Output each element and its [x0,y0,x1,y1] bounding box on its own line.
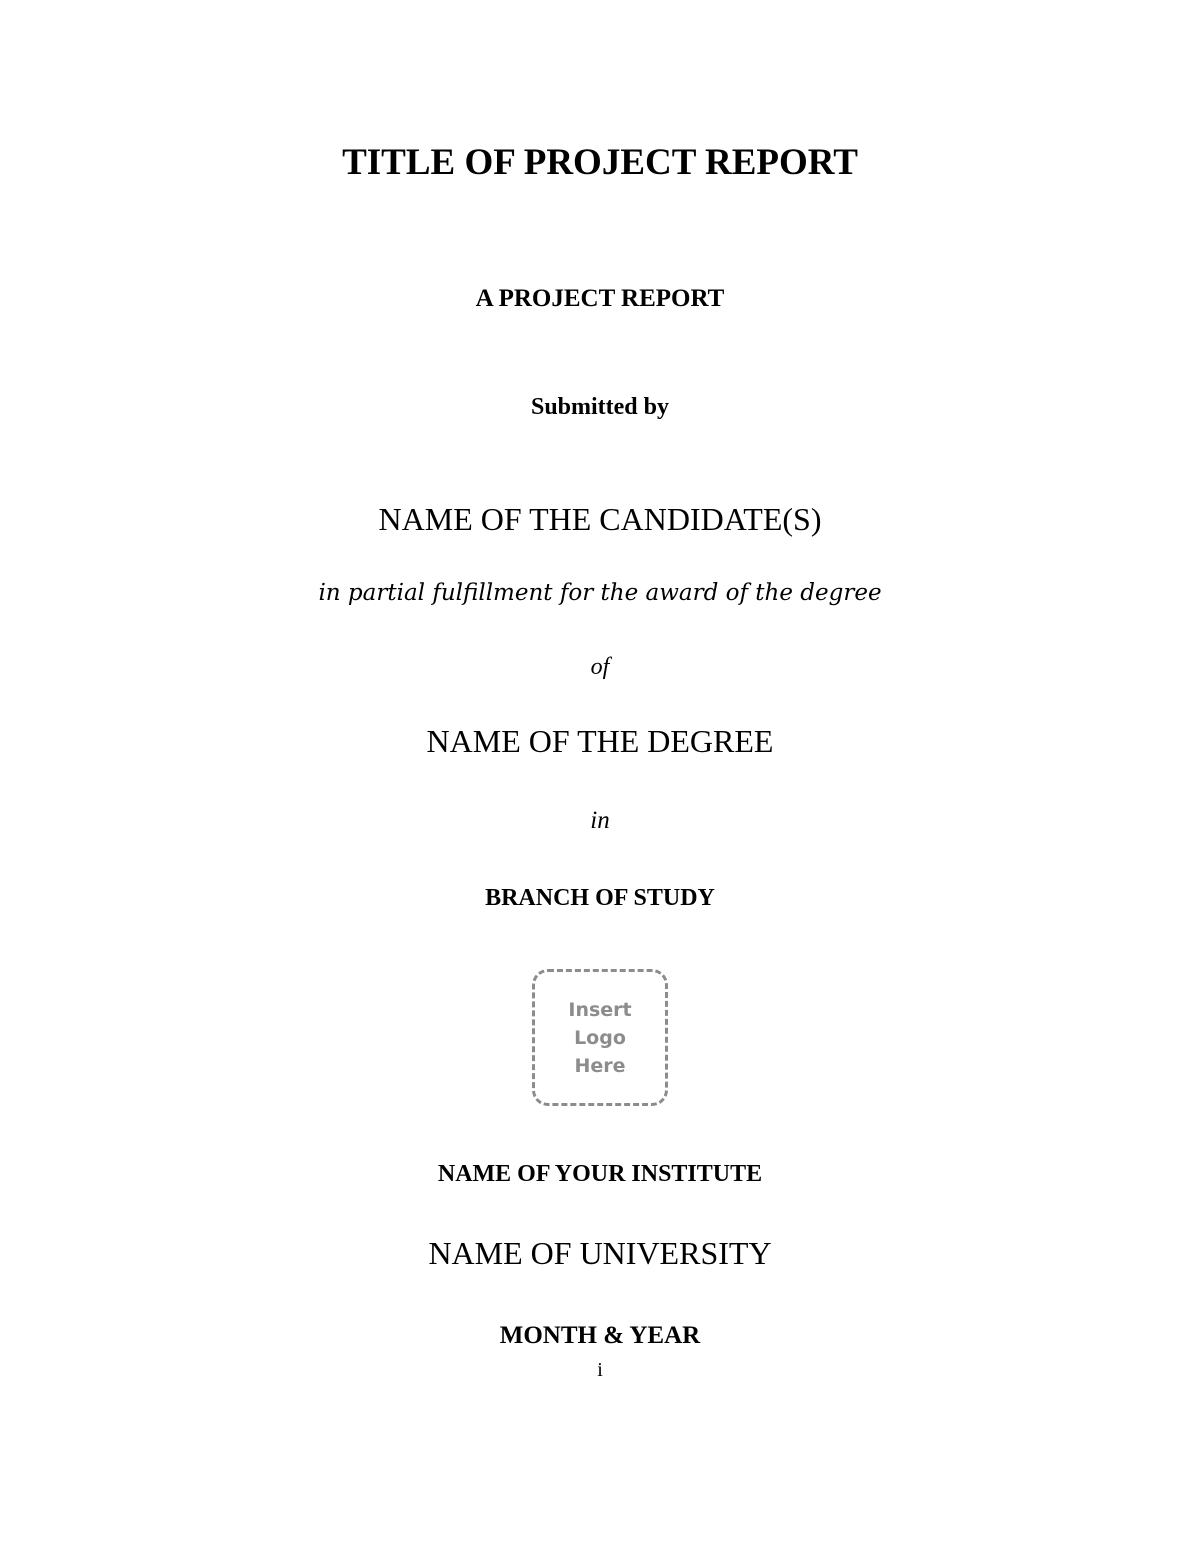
branch-of-study: BRANCH OF STUDY [485,885,715,911]
logo-placeholder [532,969,668,1106]
report-title: TITLE OF PROJECT REPORT [342,142,858,183]
logo-placeholder-line-1: Insert [568,998,632,1021]
university-name: NAME OF UNIVERSITY [428,1235,772,1271]
report-type: A PROJECT REPORT [475,285,725,312]
candidate-name: NAME OF THE CANDIDATE(S) [378,501,822,537]
in-connector: in [590,807,610,834]
degree-name: NAME OF THE DEGREE [426,723,774,759]
of-connector: of [590,654,610,680]
page-number: i [597,1359,603,1381]
institute-name: NAME OF YOUR INSTITUTE [437,1161,763,1187]
logo-placeholder-line-2: Logo [574,1026,626,1049]
fulfillment-statement: in partial fulfillment for the award of the degree [318,580,882,606]
submitted-by-label: Submitted by [530,394,670,420]
logo-placeholder-line-3: Here [574,1054,626,1077]
month-year: MONTH & YEAR [499,1322,701,1349]
